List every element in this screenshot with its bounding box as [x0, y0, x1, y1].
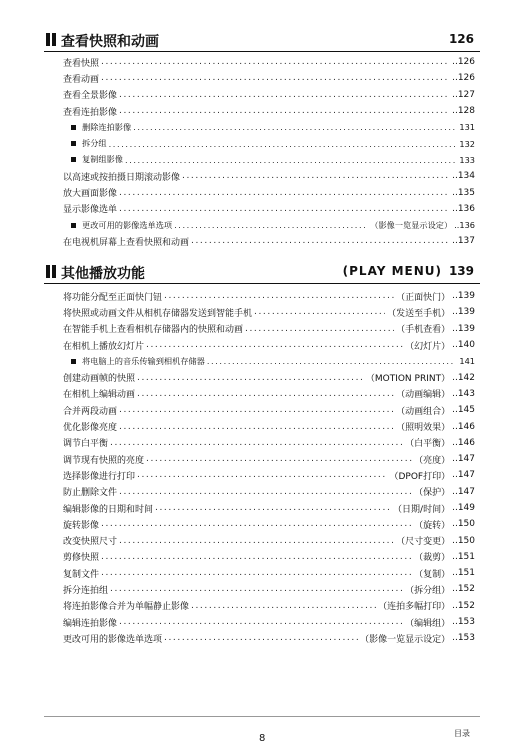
toc-entry-page: ..145 — [452, 405, 475, 416]
toc-entry-page: ..153 — [452, 633, 475, 644]
toc-entry-menu-tag: （发送至手机） — [387, 308, 451, 319]
section-header-other-playback — [44, 261, 480, 284]
toc-entry[interactable] — [63, 418, 475, 434]
dot-leader — [133, 122, 455, 132]
dot-leader — [146, 340, 403, 350]
toc-entry-label: 更改可用的影像选单选项 — [82, 219, 173, 230]
toc-entry-label: 编辑影像的日期和时间 — [63, 504, 154, 515]
toc-entry[interactable] — [63, 565, 475, 581]
toc-entry-label: 删除连拍影像 — [82, 121, 132, 132]
dot-leader — [207, 356, 456, 366]
toc-entry[interactable] — [63, 435, 475, 451]
toc-list-view — [63, 54, 475, 250]
toc-entry-menu-tag: （MOTION PRINT） — [365, 374, 451, 385]
toc-entry-label: 将功能分配至正面快门钮 — [63, 292, 163, 303]
dot-leader — [174, 220, 368, 230]
toc-entry[interactable] — [63, 288, 475, 304]
toc-entry-label: 以高速或按拍摄日期滚动影像 — [63, 172, 181, 183]
toc-entry-page: 133 — [459, 154, 475, 165]
section-title: 查看快照和动画 — [61, 34, 159, 50]
toc-entry-page: ..147 — [452, 486, 475, 497]
toc-entry[interactable] — [63, 119, 475, 135]
toc-entry[interactable] — [63, 87, 475, 103]
toc-entry-label: 剪修快照 — [63, 553, 100, 564]
toc-entry-page: ..136 — [454, 220, 475, 231]
toc-entry-menu-tag: （DPOF打印） — [389, 471, 451, 482]
toc-entry-page: ..151 — [452, 568, 475, 579]
dot-leader — [101, 57, 448, 67]
toc-entry-menu-tag: （幻灯片） — [405, 341, 451, 352]
dot-leader — [119, 106, 448, 116]
toc-entry-page: ..143 — [452, 388, 475, 399]
dot-leader — [191, 601, 376, 611]
toc-entry-menu-tag: （旋转） — [414, 520, 451, 531]
toc-entry-label: 拆分组 — [82, 138, 107, 149]
toc-entry[interactable] — [63, 598, 475, 614]
toc-entry[interactable] — [63, 614, 475, 630]
dot-leader — [119, 422, 394, 432]
toc-entry-page: ..128 — [452, 106, 475, 117]
toc-entry-label: 改变快照尺寸 — [63, 537, 118, 548]
dot-leader — [164, 633, 358, 643]
toc-entry-menu-tag: （影像一览显示设定） — [370, 219, 453, 230]
dot-leader — [125, 155, 455, 165]
toc-entry-page: ..147 — [452, 454, 475, 465]
toc-entry-page: ..147 — [452, 470, 475, 481]
dot-leader — [101, 568, 412, 578]
toc-entry-page: ..146 — [452, 421, 475, 432]
toc-entry-label: 调节现有快照的亮度 — [63, 455, 145, 466]
toc-entry[interactable] — [63, 402, 475, 418]
dot-leader — [155, 503, 391, 513]
toc-entry[interactable] — [63, 484, 475, 500]
footer-label: 目录 — [454, 729, 470, 738]
toc-entry[interactable] — [63, 152, 475, 168]
toc-entry-label: 复制组影像 — [82, 154, 123, 165]
toc-entry[interactable] — [63, 135, 475, 151]
toc-entry-label: 显示影像选单 — [63, 205, 118, 216]
toc-entry[interactable] — [63, 549, 475, 565]
dot-leader — [245, 324, 394, 334]
section-page: 139 — [448, 264, 474, 278]
dot-leader — [101, 73, 448, 83]
toc-entry-menu-tag: （手机查看） — [396, 325, 451, 336]
toc-entry[interactable] — [63, 467, 475, 483]
toc-entry[interactable] — [63, 184, 475, 200]
toc-entry-page: ..139 — [452, 323, 475, 334]
toc-entry-menu-tag: （尺寸变更） — [396, 537, 451, 548]
dot-leader — [119, 617, 403, 627]
dot-leader — [119, 188, 448, 198]
toc-entry-menu-tag: （正面快门） — [396, 292, 451, 303]
bullet-square-icon — [71, 157, 76, 162]
toc-entry-label: 拆分连拍组 — [63, 585, 109, 596]
toc-entry-page: ..126 — [452, 73, 475, 84]
section-page: 126 — [448, 32, 474, 46]
toc-entry-label: 更改可用的影像选单选项 — [63, 634, 163, 645]
section-title: 其他播放功能 — [61, 266, 145, 282]
toc-entry-menu-tag: （影像一览显示设定） — [360, 634, 451, 645]
toc-entry[interactable] — [63, 451, 475, 467]
dot-leader — [164, 291, 394, 301]
dot-leader — [146, 454, 412, 464]
bullet-square-icon — [71, 141, 76, 146]
toc-entry-page: ..152 — [452, 600, 475, 611]
toc-entry-label: 查看动画 — [63, 74, 100, 85]
toc-entry-menu-tag: （动画编辑） — [396, 390, 451, 401]
toc-entry-page: ..152 — [452, 584, 475, 595]
section-subtitle: (PLAY MENU) — [342, 264, 442, 278]
section-marker-icon — [46, 265, 56, 278]
toc-entry-page: 131 — [459, 122, 475, 133]
dot-leader — [101, 519, 412, 529]
toc-entry-label: 在相机上播放幻灯片 — [63, 341, 145, 352]
dot-leader — [119, 90, 448, 100]
dot-leader — [119, 405, 394, 415]
toc-entry[interactable] — [63, 353, 475, 369]
toc-entry-label: 防止删除文件 — [63, 488, 118, 499]
toc-entry-page: ..142 — [452, 372, 475, 383]
toc-entry-label: 创建动画帧的快照 — [63, 374, 136, 385]
toc-entry-page: ..150 — [452, 519, 475, 530]
page-number: 8 — [259, 733, 266, 744]
dot-leader — [137, 389, 394, 399]
toc-entry[interactable] — [63, 337, 475, 353]
toc-entry[interactable] — [63, 217, 475, 233]
toc-entry-page: 141 — [459, 356, 475, 367]
toc-entry-menu-tag: （照明效果） — [396, 423, 451, 434]
dot-leader — [119, 536, 394, 546]
dot-leader — [191, 236, 448, 246]
toc-entry-menu-tag: （复制） — [414, 569, 451, 580]
toc-entry-menu-tag: （拆分组） — [405, 585, 451, 596]
toc-entry-menu-tag: （保护） — [414, 488, 451, 499]
toc-entry-menu-tag: （连拍多幅打印） — [378, 602, 451, 613]
toc-entry[interactable] — [63, 321, 475, 337]
toc-entry[interactable] — [63, 581, 475, 597]
dot-leader — [119, 487, 412, 497]
toc-entry-menu-tag: （裁剪） — [414, 553, 451, 564]
toc-entry-label: 选择影像进行打印 — [63, 471, 136, 482]
toc-entry[interactable] — [63, 532, 475, 548]
toc-entry-page: ..149 — [452, 503, 475, 513]
section-marker-icon — [46, 33, 56, 46]
toc-entry-label: 合并两段动画 — [63, 406, 118, 417]
toc-entry-page: 132 — [459, 138, 475, 149]
toc-entry-page: ..140 — [452, 340, 475, 351]
toc-entry[interactable] — [63, 54, 475, 70]
toc-entry-page: ..146 — [452, 437, 475, 448]
dot-leader — [109, 139, 456, 149]
toc-entry-label: 在智能手机上查看相机存储器内的快照和动画 — [63, 325, 244, 336]
section-header-view — [44, 29, 480, 52]
toc-entry-page: ..153 — [452, 617, 475, 628]
toc-entry-page: ..137 — [452, 236, 475, 247]
toc-entry[interactable] — [63, 70, 475, 86]
toc-entry-page: ..135 — [452, 187, 475, 198]
toc-entry-page: ..151 — [452, 551, 475, 562]
toc-entry-label: 调节白平衡 — [63, 439, 109, 450]
toc-entry-label: 放大画面影像 — [63, 189, 118, 200]
toc-entry-label: 编辑连拍影像 — [63, 618, 118, 629]
dot-leader — [119, 204, 448, 214]
toc-entry-menu-tag: （编辑组） — [405, 618, 451, 629]
toc-entry-menu-tag: （亮度） — [414, 455, 451, 466]
toc-entry-label: 将连拍影像合并为单幅静止影像 — [63, 602, 190, 613]
toc-entry-label: 查看连拍影像 — [63, 107, 118, 118]
toc-entry[interactable] — [63, 201, 475, 217]
toc-entry-page: ..134 — [452, 171, 475, 182]
footer-rule — [44, 716, 480, 717]
toc-entry-label: 查看全景影像 — [63, 91, 118, 102]
dot-leader — [110, 584, 403, 594]
bullet-square-icon — [71, 223, 76, 228]
toc-entry[interactable] — [63, 630, 475, 646]
toc-entry-label: 复制文件 — [63, 569, 100, 580]
toc-entry[interactable] — [63, 103, 475, 119]
dot-leader — [182, 171, 448, 181]
toc-entry-label: 在相机上编辑动画 — [63, 390, 136, 401]
toc-entry-page: ..136 — [452, 203, 475, 214]
toc-entry-page: ..127 — [452, 89, 475, 100]
dot-leader — [110, 438, 403, 448]
toc-entry-label: 旋转影像 — [63, 520, 100, 531]
toc-entry-page: ..139 — [452, 307, 475, 318]
toc-entry-page: ..150 — [452, 535, 475, 546]
dot-leader — [137, 470, 387, 480]
dot-leader — [254, 307, 385, 317]
dot-leader — [137, 373, 364, 383]
toc-entry-label: 优化影像亮度 — [63, 423, 118, 434]
bullet-square-icon — [71, 125, 76, 130]
toc-entry-label: 在电视机屏幕上查看快照和动画 — [63, 237, 190, 248]
toc-entry-page: ..139 — [452, 291, 475, 302]
toc-entry[interactable] — [63, 168, 475, 184]
toc-entry-menu-tag: （白平衡） — [405, 439, 451, 450]
toc-entry[interactable] — [63, 369, 475, 385]
toc-entry[interactable] — [63, 386, 475, 402]
toc-entry-label: 将快照或动画文件从相机存储器发送到智能手机 — [63, 308, 253, 319]
toc-list-other-playback — [63, 288, 475, 647]
toc-entry[interactable] — [63, 500, 475, 516]
toc-entry-menu-tag: （动画组合） — [396, 406, 451, 417]
toc-entry[interactable] — [63, 516, 475, 532]
bullet-square-icon — [71, 359, 76, 364]
toc-entry-menu-tag: （日期/时间） — [393, 504, 451, 515]
toc-entry-page: ..126 — [452, 57, 475, 68]
toc-entry[interactable] — [63, 304, 475, 320]
dot-leader — [101, 552, 412, 562]
toc-entry-label: 将电脑上的音乐传输到相机存储器 — [82, 355, 205, 366]
toc-entry-label: 查看快照 — [63, 58, 100, 69]
toc-entry[interactable] — [63, 233, 475, 249]
